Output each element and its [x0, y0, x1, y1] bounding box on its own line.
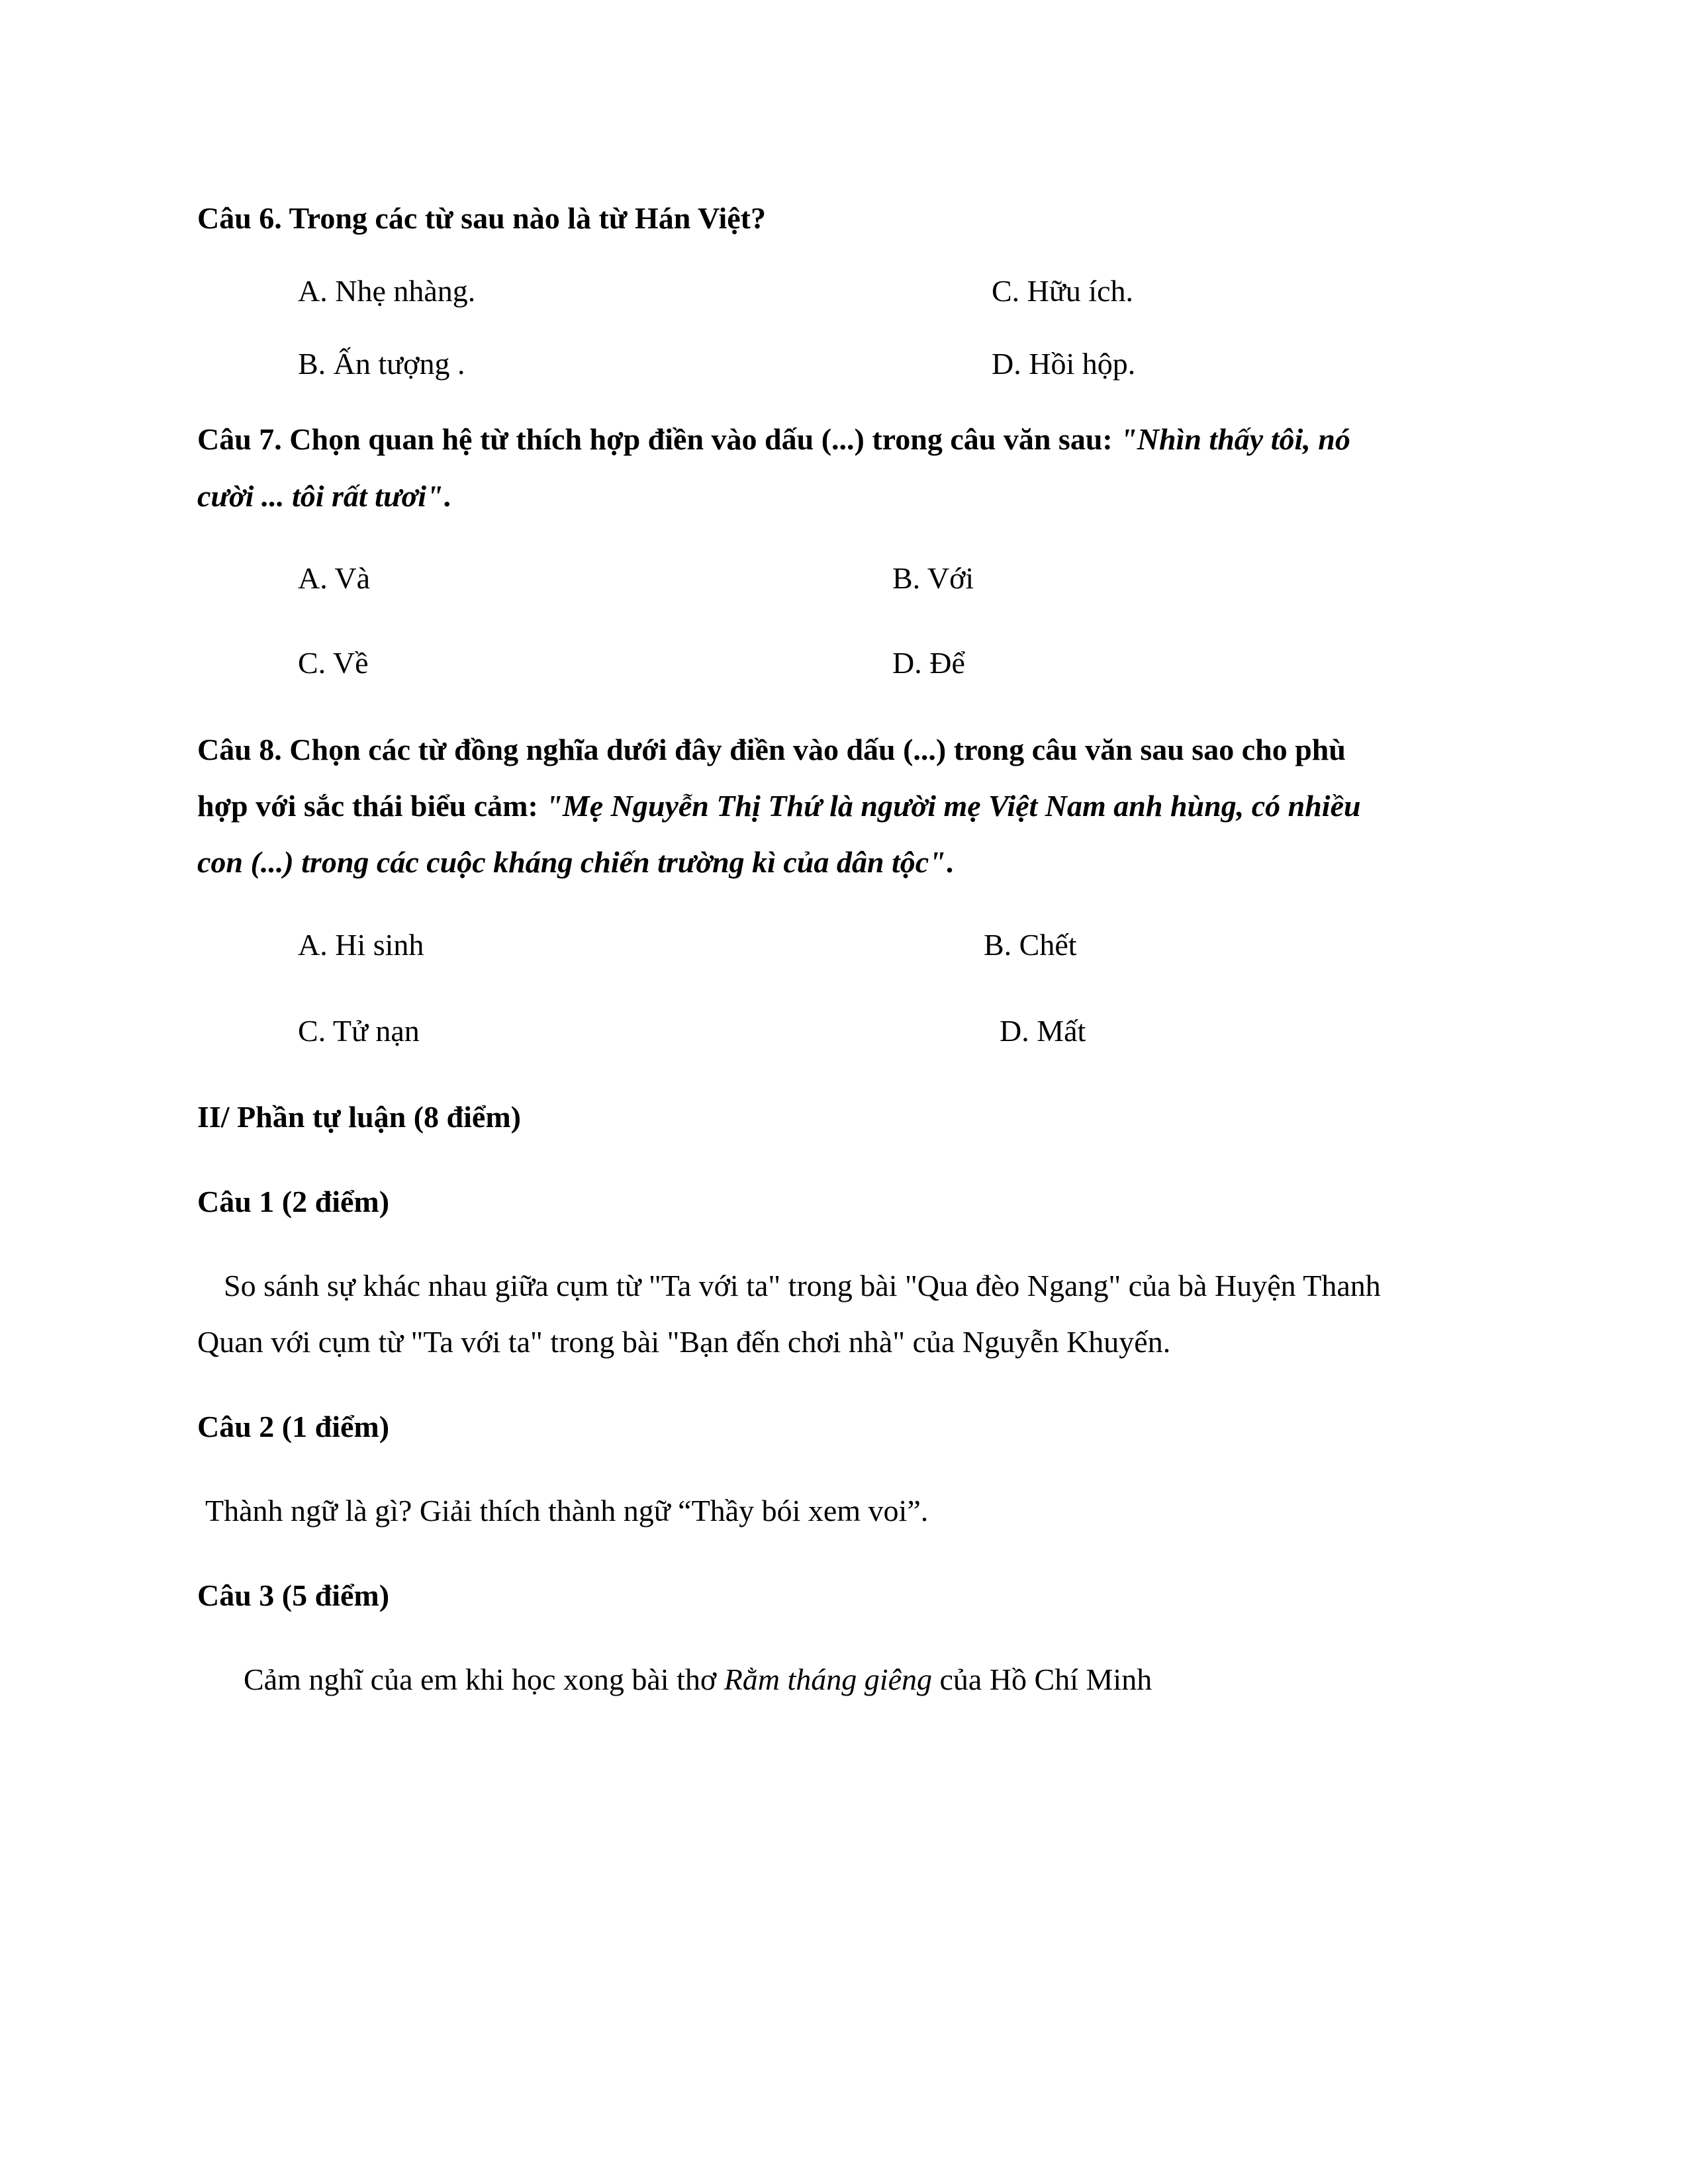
q7-quote-line2: cười ... tôi rất tươi" [197, 479, 444, 513]
q6-option-b: B. Ấn tượng . [298, 347, 465, 381]
q7-quote-line1: "Nhìn thấy tôi, nó [1120, 422, 1350, 456]
essay-q1-title: Câu 1 (2 điểm) [197, 1185, 390, 1218]
essay-q2-text: Thành ngữ là gì? Giải thích thành ngữ “Thầy bói xem voi”. [205, 1494, 929, 1527]
q7-title-end: . [443, 479, 451, 513]
q6-option-c: C. Hữu ích. [992, 274, 1134, 308]
essay-q3-suffix: của Hồ Chí Minh [932, 1662, 1152, 1696]
q6-option-d: D. Hồi hộp. [992, 347, 1136, 381]
q8-option-a: A. Hi sinh [298, 928, 424, 962]
q8-option-c: C. Tử nạn [298, 1014, 420, 1048]
essay-q1-line1: So sánh sự khác nhau giữa cụm từ "Ta với ta" trong bài "Qua đèo Ngang" của bà Huyện Thanh [224, 1269, 1381, 1302]
q7-option-b: B. Với [892, 561, 974, 595]
essay-q3-prefix: Cảm nghĩ của em khi học xong bài thơ [244, 1662, 724, 1696]
q7-option-d: D. Để [892, 646, 965, 680]
q8-option-d: D. Mất [1000, 1014, 1086, 1048]
q7-title-line2 [197, 478, 451, 515]
q8-line3-end: . [945, 845, 954, 879]
essay-q1-line2: Quan với cụm từ "Ta với ta" trong bài "Bạn đến chơi nhà" của Nguyễn Khuyến. [197, 1325, 1171, 1359]
essay-q3-text [244, 1661, 1152, 1698]
q8-title-line2 [197, 788, 1361, 825]
q6-option-a: A. Nhẹ nhàng. [298, 274, 476, 308]
essay-q3-poem-title: Rằm tháng giêng [724, 1662, 932, 1696]
essay-heading: II/ Phần tự luận (8 điểm) [197, 1100, 521, 1134]
q7-title-prefix: Câu 7. Chọn quan hệ từ thích hợp điền vào dấu (...) trong câu văn sau: [197, 422, 1121, 456]
q8-line2-quote: "Mẹ Nguyễn Thị Thứ là người mẹ Việt Nam anh hùng, có nhiều [545, 789, 1361, 823]
essay-q2-title: Câu 2 (1 điểm) [197, 1410, 390, 1443]
q7-option-c: C. Về [298, 646, 369, 680]
q8-line2-prefix: hợp với sắc thái biểu cảm: [197, 789, 546, 823]
essay-q3-title: Câu 3 (5 điểm) [197, 1578, 390, 1612]
q6-title: Câu 6. Trong các từ sau nào là từ Hán Việt? [197, 201, 766, 235]
q7-title-line1 [197, 421, 1350, 458]
q8-line3-quote: con (...) trong các cuộc kháng chiến trường kì của dân tộc" [197, 845, 946, 879]
q8-title-line1: Câu 8. Chọn các từ đồng nghĩa dưới đây điền vào dấu (...) trong câu văn sau sao cho phù [197, 733, 1346, 766]
q8-title-line3 [197, 844, 953, 881]
q8-option-b: B. Chết [984, 928, 1077, 962]
q7-option-a: A. Và [298, 561, 371, 595]
